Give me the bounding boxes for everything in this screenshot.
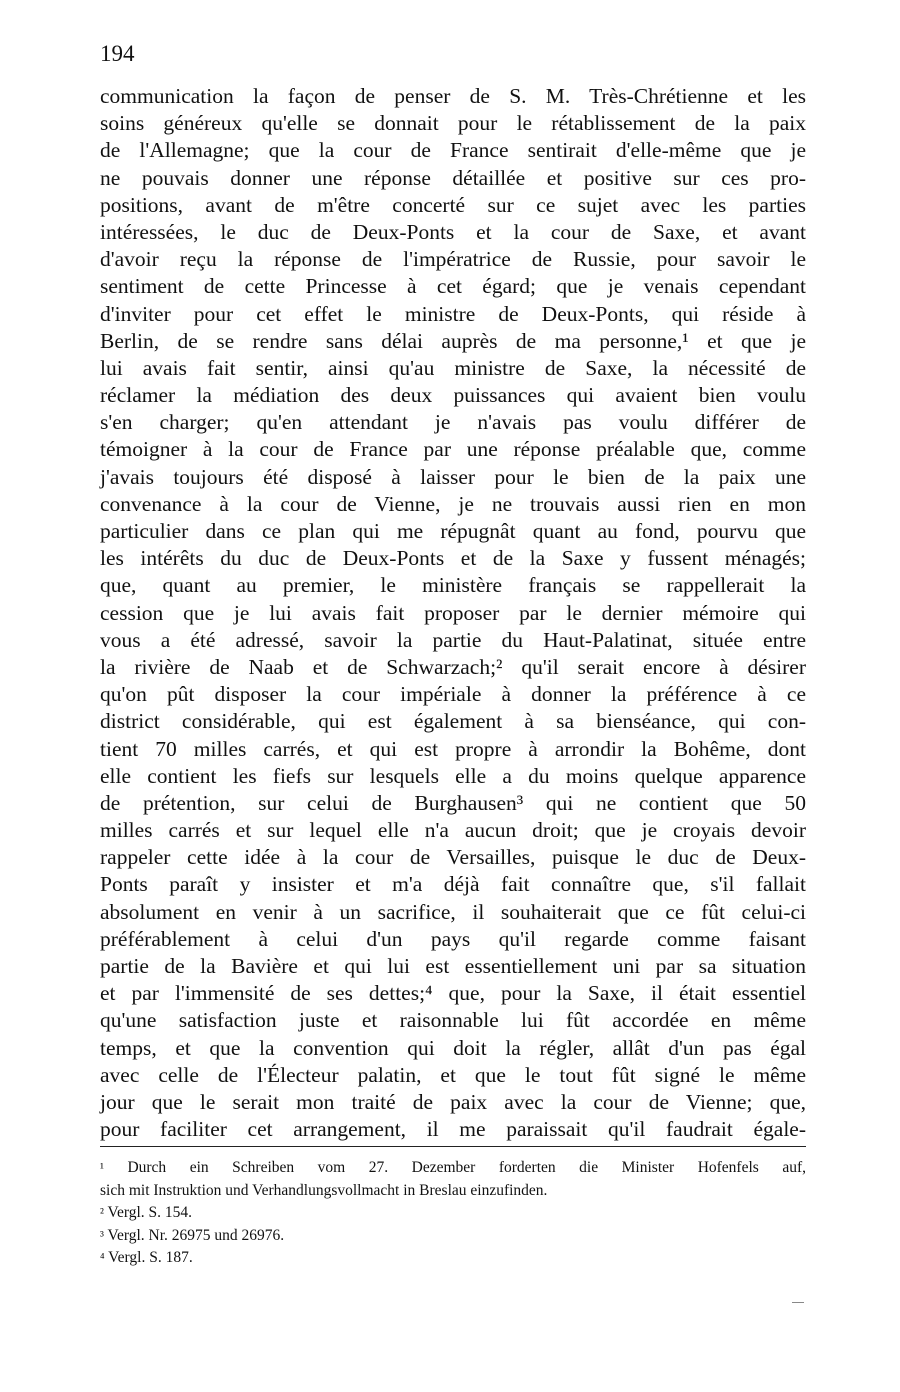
body-line: qu'on pût disposer la cour impériale à donner la préférence à ce <box>100 682 806 707</box>
body-line: Ponts paraît y insister et m'a déjà fait connaître que, s'il fallait <box>100 872 806 897</box>
body-line: district considérable, qui est également à sa bienséance, qui con- <box>100 709 806 734</box>
body-line: avec celle de l'Électeur palatin, et que le tout fût signé le même <box>100 1062 806 1087</box>
body-line: partie de la Bavière et qui lui est essentiellement uni par sa situation <box>100 954 806 978</box>
stray-mark <box>792 1302 804 1303</box>
body-line: témoigner à la cour de France par une réponse préalable que, comme <box>100 437 806 462</box>
body-line: de prétention, sur celui de Burghausen³ qui ne contient que 50 <box>100 790 806 815</box>
body-line: sentiment de cette Princesse à cet égard; que je venais cependant <box>100 274 806 299</box>
footnote-separator <box>100 1146 806 1147</box>
body-line: qu'une satisfaction juste et raisonnable lui fût accordée en même <box>100 1008 806 1033</box>
body-line: et par l'immensité de ses dettes;⁴ que, pour la Saxe, il était essentiel <box>100 981 806 1006</box>
footnotes <box>100 1157 806 1270</box>
body-line: que, quant au premier, le ministère français se rappellerait la <box>100 573 806 598</box>
body-line: s'en charger; qu'en attendant je n'avais pas voulu différer de <box>100 410 806 435</box>
footnote-4 <box>100 1247 806 1270</box>
footnote-text: Vergl. Nr. 26975 und 26976. <box>107 1226 285 1244</box>
body-line: Berlin, de se rendre sans délai auprès de ma personne,¹ et que je <box>100 328 806 353</box>
footnote-3 <box>100 1225 806 1248</box>
body-line: j'avais toujours été disposé à laisser pour le bien de la paix une <box>100 464 806 489</box>
body-line: tient 70 milles carrés, et qui est propre à arrondir la Bohême, dont <box>100 736 806 761</box>
footnote-text: Vergl. S. 187. <box>108 1249 193 1266</box>
body-line: positions, avant de m'être concerté sur ce sujet avec les parties <box>100 192 806 217</box>
footnote-1 <box>100 1157 806 1180</box>
body-line: jour que le serait mon traité de paix avec la cour de Vienne; que, <box>100 1089 806 1114</box>
body-line: les intérêts du duc de Deux-Ponts et de la Saxe y fussent ménagés; <box>100 546 806 571</box>
body-line: vous a été adressé, savoir la partie du Haut-Palatinat, située entre <box>100 627 806 652</box>
body-line: d'avoir reçu la réponse de l'impératrice de Russie, pour savoir le <box>100 247 806 272</box>
body-line: la rivière de Naab et de Schwarzach;² qu'il serait encore à désirer <box>100 654 806 679</box>
body-line: préférablement à celui d'un pays qu'il regarde comme faisant <box>100 926 806 951</box>
body-line: rappeler cette idée à la cour de Versailles, puisque le duc de Deux- <box>100 845 806 870</box>
body-text <box>100 83 806 1143</box>
footnote-mark: ¹ <box>100 1160 104 1175</box>
footnote-mark: ³ <box>100 1227 104 1243</box>
footnote-text: Durch ein Schreiben vom 27. Dezember forderten die Minister Hofenfels auf, <box>127 1159 806 1176</box>
body-line: elle contient les fiefs sur lesquels elle a du moins quelque apparence <box>100 763 806 788</box>
body-line: d'inviter pour cet effet le ministre de Deux-Ponts, qui réside à <box>100 301 806 326</box>
body-line: convenance à la cour de Vienne, je ne trouvais aussi rien en mon <box>100 491 806 516</box>
footnote-2 <box>100 1202 806 1225</box>
body-line: milles carrés et sur lequel elle n'a aucun droit; que je croyais devoir <box>100 818 806 843</box>
body-line: ne pouvais donner une réponse détaillée et positive sur ces pro- <box>100 165 806 190</box>
body-line: communication la façon de penser de S. M. Très-Chrétienne et les <box>100 84 806 108</box>
body-line: temps, et que la convention qui doit la régler, allât d'un pas égal <box>100 1035 806 1060</box>
footnote-mark: ² <box>100 1205 104 1220</box>
body-line: réclamer la médiation des deux puissances qui avaient bien voulu <box>100 383 806 408</box>
page-number: 194 <box>100 41 135 66</box>
body-line: absolument en venir à un sacrifice, il souhaiterait que ce fût celui-ci <box>100 899 806 924</box>
body-line: pour faciliter cet arrangement, il me paraissait qu'il faudrait égale- <box>100 1117 806 1142</box>
body-line: intéressées, le duc de Deux-Ponts et la cour de Saxe, et avant <box>100 219 806 244</box>
body-line: de l'Allemagne; que la cour de France sentirait d'elle-même que je <box>100 138 806 163</box>
body-line: soins généreux qu'elle se donnait pour le rétablissement de la paix <box>100 111 806 136</box>
footnote-text: Vergl. S. 154. <box>107 1204 193 1221</box>
footnote-1-continuation: sich mit Instruktion und Verhandlungsvollmacht in Breslau einzufinden. <box>100 1181 548 1199</box>
body-line: cession que je lui avais fait proposer par le dernier mémoire qui <box>100 600 806 625</box>
body-line: lui avais fait sentir, ainsi qu'au ministre de Saxe, la nécessité de <box>100 355 806 380</box>
footnote-mark: ⁴ <box>100 1250 105 1265</box>
body-line: particulier dans ce plan qui me répugnât quant au fond, pourvu que <box>100 519 806 543</box>
